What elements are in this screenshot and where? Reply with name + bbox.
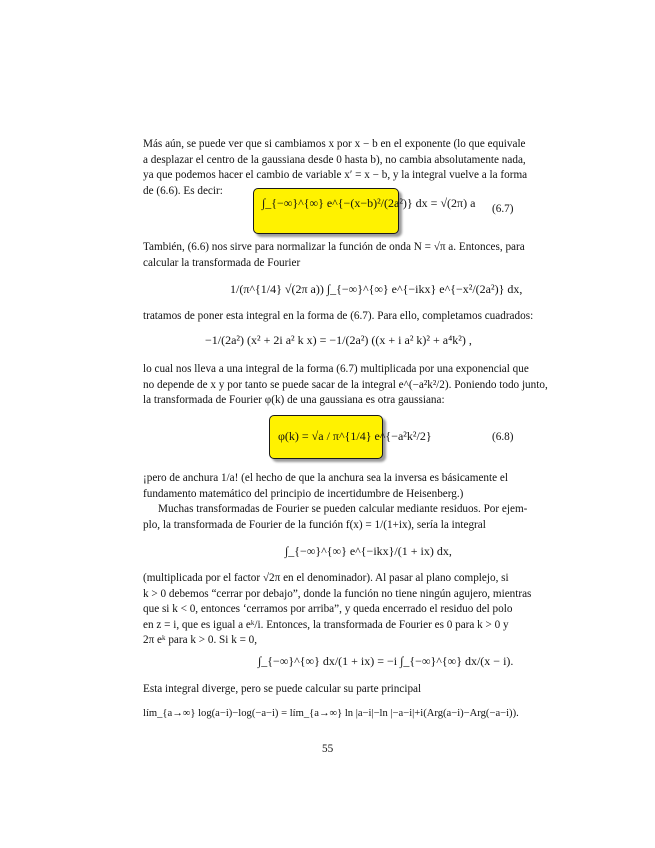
- equation-text: ∫_{−∞}^{∞} e^{−ikx}/(1 + ix) dx,: [285, 544, 452, 558]
- equation-text: ∫_{−∞}^{∞} dx/(1 + ix) = −i ∫_{−∞}^{∞} dx/(x − i).: [258, 654, 514, 668]
- paragraph-principal-value: [143, 682, 513, 698]
- paragraph-complete-squares: [143, 309, 534, 325]
- paragraph-width: [143, 471, 513, 502]
- text-line: Muchas transformadas de Fourier se pueden calcular mediante residuos. Por ejem-: [158, 503, 528, 515]
- equation-k-zero-integral: [258, 654, 513, 669]
- text-line: que si k < 0, entonces ‘cerramos por arriba”, y queda encerrado el residuo del polo: [143, 603, 513, 615]
- text-line: También, (6.6) nos sirve para normalizar la función de onda N = √π a. Entonces, para: [143, 241, 525, 253]
- equation-fourier-integral: [230, 282, 522, 297]
- paragraph-normalize: [143, 240, 525, 271]
- equation-number-6-8: (6.8): [492, 431, 514, 443]
- equation-text: φ(k) = √a / π^{1/4} e^{−a²k²/2}: [278, 429, 432, 443]
- text-line: 2π eᵏ para k > 0. Si k = 0,: [143, 634, 258, 646]
- equation-text: ∫_{−∞}^{∞} e^{−(x−b)²/(2a²)} dx = √(2π) a: [262, 196, 476, 210]
- equation-limit: [143, 708, 519, 719]
- paragraph-residues: [143, 502, 528, 533]
- text-line: ¡pero de anchura 1/a! (el hecho de que la anchura sea la inversa es básicamente el: [143, 472, 508, 484]
- equation-residue-integral: [285, 544, 452, 559]
- text-line: no depende de x y por tanto se puede sacar de la integral e^(−a²k²/2). Poniendo todo junto,: [143, 378, 548, 391]
- text-line: (multiplicada por el factor √2π en el denominador). Al pasar al plano complejo, si: [143, 572, 509, 584]
- equation-text: 1/(π^{1/4} √(2π a)) ∫_{−∞}^{∞} e^{−ikx} e^{−x²/(2a²)} dx,: [230, 282, 523, 296]
- text-line: tratamos de poner esta integral en la forma de (6.7). Para ello, completamos cuadrados:: [143, 310, 534, 322]
- equation-square-completion: [205, 333, 472, 348]
- equation-number-6-7: (6.7): [492, 203, 514, 215]
- equation-text: lím_{a→∞} log(a−i)−log(−a−i) = lím_{a→∞} ln |a−i|−ln |−a−i|+i(Arg(a−i)−Arg(−a−i)).: [143, 708, 519, 719]
- text-line: la transformada de Fourier φ(k) de una gaussiana es otra gaussiana:: [143, 394, 445, 406]
- text-line: Esta integral diverge, pero se puede calcular su parte principal: [143, 683, 422, 695]
- text-line: fundamento matemático del principio de incertidumbre de Heisenberg.): [143, 487, 464, 500]
- text-line: en z = i, que es igual a eᵏ/i. Entonces, la transformada de Fourier es 0 para k > 0 y: [143, 618, 509, 631]
- equation-6-7: [262, 196, 475, 211]
- page-number: 55: [322, 743, 334, 755]
- text-line: k > 0 debemos “cerrar por debajo”, donde la función no tiene ningún agujero, mientras: [143, 587, 532, 600]
- paragraph-gaussian-result: [143, 362, 548, 409]
- paragraph-complex-plane: [143, 571, 532, 649]
- text-line: ya que podemos hacer el cambio de variable x′ = x − b, y la integral vuelve a la forma: [143, 169, 528, 181]
- text-line: Más aún, se puede ver que si cambiamos x por x − b en el exponente (lo que equivale: [143, 138, 526, 150]
- text-line: calcular la transformada de Fourier: [143, 256, 301, 269]
- equation-text: −1/(2a²) (x² + 2i a² k x) = −1/(2a²) ((x + i a² k)² + a⁴k²) ,: [205, 333, 472, 347]
- text-line: a desplazar el centro de la gaussiana desde 0 hasta b), no cambia absolutamente nada,: [143, 153, 526, 166]
- text-line: lo cual nos lleva a una integral de la forma (6.7) multiplicada por una exponencial que: [143, 363, 529, 375]
- equation-box-6-7: [253, 188, 399, 234]
- equation-6-8: [278, 429, 432, 444]
- text-line: plo, la transformada de Fourier de la función f(x) = 1/(1+ix), sería la integral: [143, 518, 486, 531]
- text-line: de (6.6). Es decir:: [143, 184, 223, 197]
